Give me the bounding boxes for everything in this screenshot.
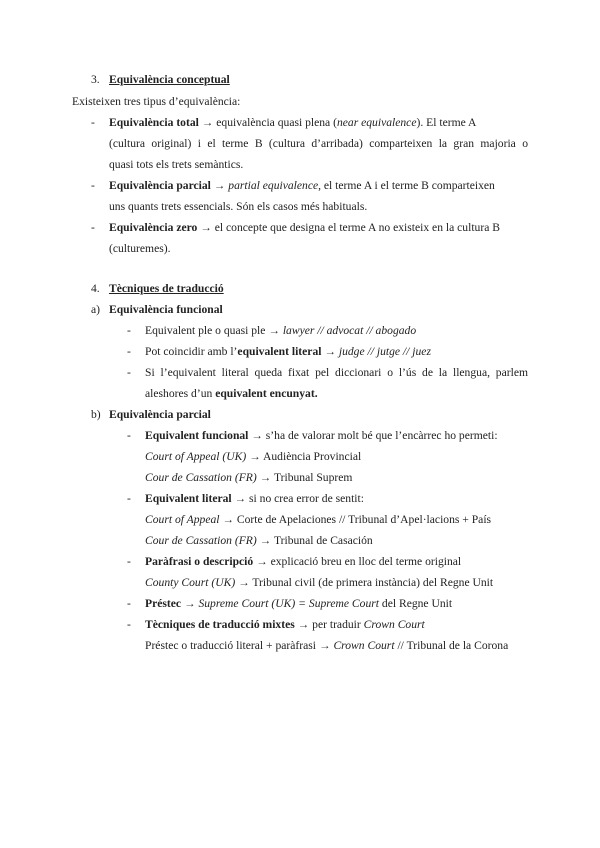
list-item-functional-3-line1: Si l’equivalent literal queda fixat pel diccionari o l’ús de la llengua, parlem	[145, 366, 528, 379]
example-line: Court of Appeal → Corte de Apelaciones // Tribunal d’Apel·lacions + País	[145, 513, 492, 526]
list-item-tecniques-mixtes: Tècniques de traducció mixtes → per traduir Crown Court	[145, 618, 425, 631]
bullet: -	[127, 366, 131, 379]
example-line: Cour de Cassation (FR) → Tribunal Suprem	[145, 471, 353, 484]
bullet: -	[127, 492, 131, 505]
list-item-total-line3: quasi tots els trets semàntics.	[109, 158, 244, 171]
bullet: -	[127, 597, 131, 610]
term-total: Equivalència total	[109, 116, 199, 129]
list-item-total-line1: Equivalència total → equivalència quasi plena (near equivalence). El terme A	[109, 116, 477, 129]
term-parcial: Equivalència parcial	[109, 179, 211, 192]
subsection-b-title: Equivalència parcial	[109, 408, 211, 421]
list-item-parafrasi: Paràfrasi o descripció → explicació breu en lloc del terme original	[145, 555, 462, 568]
section-3-title: Equivalència conceptual	[109, 73, 230, 86]
section-3-intro: Existeixen tres tipus d’equivalència:	[72, 95, 241, 108]
list-item-total-line2: (cultura original) i el terme B (cultura d’arribada) comparteixen la gran majoria o	[109, 137, 528, 150]
list-item-functional-2: Pot coincidir amb l’equivalent literal → judge // jutge // juez	[145, 345, 431, 358]
section-3-number: 3.	[91, 73, 100, 86]
list-item-equivalent-funcional: Equivalent funcional → s’ha de valorar molt bé que l’encàrrec ho permeti:	[145, 429, 498, 442]
bullet: -	[127, 345, 131, 358]
subsection-a-title: Equivalència funcional	[109, 303, 223, 316]
subsection-a-marker: a)	[91, 303, 101, 316]
subsection-b-marker: b)	[91, 408, 101, 421]
bullet: -	[91, 221, 95, 234]
bullet: -	[91, 179, 95, 192]
example-line: Préstec o traducció literal + paràfrasi → Crown Court // Tribunal de la Corona	[145, 639, 509, 652]
bullet: -	[127, 429, 131, 442]
list-item-parcial-line1: Equivalència parcial → partial equivalence, el terme A i el terme B comparteixen	[109, 179, 495, 192]
example-line: Cour de Cassation (FR) → Tribunal de Casación	[145, 534, 373, 547]
list-item-equivalent-literal: Equivalent literal → si no crea error de sentit:	[145, 492, 364, 505]
list-item-parcial-line2: uns quants trets essencials. Són els casos més habituals.	[109, 200, 368, 213]
list-item-prestec: Préstec → Supreme Court (UK) = Supreme Court del Regne Unit	[145, 597, 453, 610]
section-4-number: 4.	[91, 282, 100, 295]
list-item-zero-line1: Equivalència zero → el concepte que designa el terme A no existeix en la cultura B	[109, 221, 500, 234]
bullet: -	[127, 618, 131, 631]
term-zero: Equivalència zero	[109, 221, 198, 234]
bullet: -	[91, 116, 95, 129]
list-item-zero-line2: (culturemes).	[109, 242, 171, 255]
list-item-functional-3-line2: aleshores d’un equivalent encunyat.	[145, 387, 318, 400]
bullet: -	[127, 555, 131, 568]
bullet: -	[127, 324, 131, 337]
example-line: County Court (UK) → Tribunal civil (de primera instància) del Regne Unit	[145, 576, 494, 589]
example-line: Court of Appeal (UK) → Audiència Provincial	[145, 450, 362, 463]
section-4-title: Tècniques de traducció	[109, 282, 224, 295]
list-item-functional-1: Equivalent ple o quasi ple → lawyer // advocat // abogado	[145, 324, 417, 337]
